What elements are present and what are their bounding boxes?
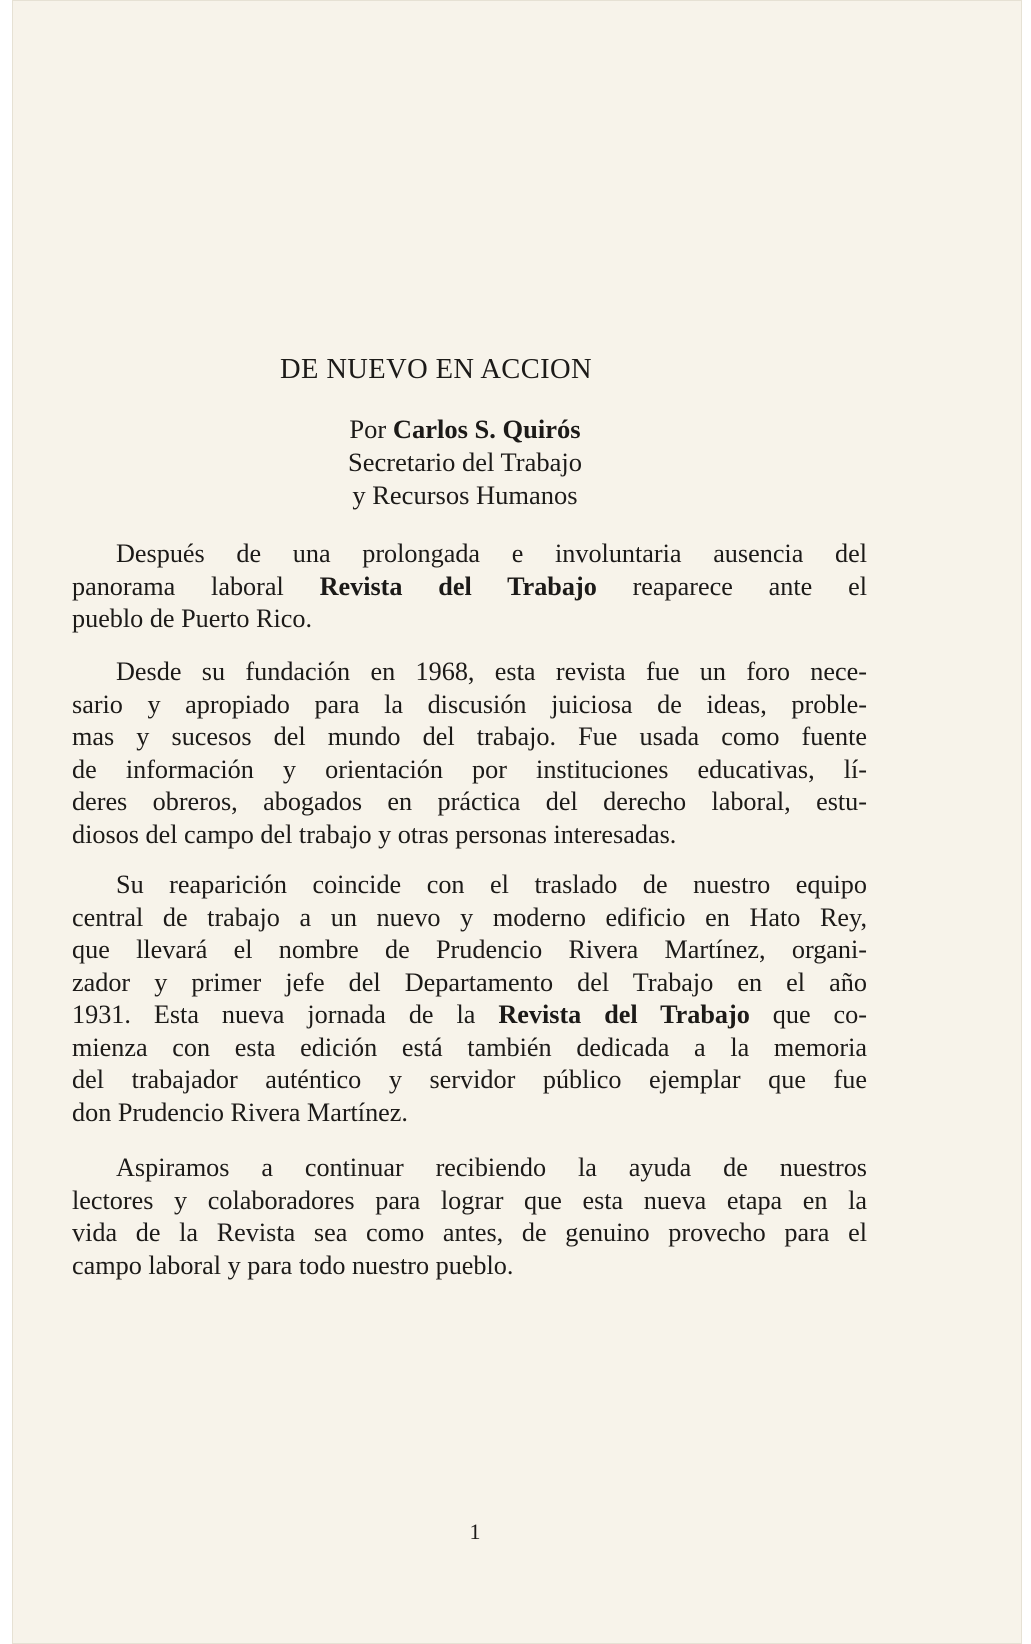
byline-author-line	[0, 413, 930, 446]
paragraph-line: Aspiramos a continuar recibiendo la ayuda de nuestros	[116, 1153, 867, 1182]
paragraph-2	[72, 656, 867, 851]
paragraph-line: zador y primer jefe del Departamento del Trabajo en el año	[72, 967, 867, 997]
byline-prefix: Por	[349, 414, 387, 444]
byline-author: Carlos S. Quirós	[392, 414, 581, 444]
paragraph-line: panorama laboral Revista del Trabajo reaparece ante el	[72, 571, 867, 601]
paragraph-line: vida de la Revista sea como antes, de genuino provecho para el	[72, 1218, 867, 1247]
paragraph-line: deres obreros, abogados en práctica del derecho laboral, estu-	[72, 787, 867, 816]
paragraph-line: central de trabajo a un nuevo y moderno edificio en Hato Rey,	[72, 902, 867, 932]
paragraph-line: Su reaparición coincide con el traslado de nuestro equipo	[116, 870, 867, 899]
paragraph-line: pueblo de Puerto Rico.	[72, 604, 313, 633]
paragraph-line: Desde su fundación en 1968, esta revista fue un foro nece-	[116, 657, 867, 686]
paragraph-1	[72, 538, 867, 636]
journal-name-bold: Revista del Trabajo	[498, 1000, 750, 1029]
byline-role-line-1: Secretario del Trabajo	[347, 447, 583, 477]
paragraph-line: del trabajador auténtico y servidor público ejemplar que fue	[72, 1065, 867, 1094]
paragraph-line: de información y orientación por instituciones educativas, lí-	[72, 754, 867, 784]
paragraph-line: sario y apropiado para la discusión juiciosa de ideas, proble-	[72, 689, 867, 719]
paragraph-line: que llevará el nombre de Prudencio Rivera Martínez, organi-	[72, 935, 867, 964]
paragraph-line: diosos del campo del trabajo y otras personas interesadas.	[72, 819, 677, 849]
paragraph-3	[72, 869, 867, 1129]
paragraph-line: campo laboral y para todo nuestro pueblo.	[72, 1250, 514, 1280]
paragraph-line: Después de una prolongada e involuntaria ausencia del	[116, 539, 867, 568]
paragraph-line: don Prudencio Rivera Martínez.	[72, 1097, 408, 1127]
scan-margin-left	[0, 0, 12, 1644]
paragraph-line: mienza con esta edición está también dedicada a la memoria	[72, 1032, 867, 1062]
byline-role-line-2: y Recursos Humanos	[352, 480, 578, 510]
paragraph-line: lectores y colaboradores para lograr que esta nueva etapa en la	[72, 1185, 867, 1215]
article-title: DE NUEVO EN ACCION	[280, 354, 592, 385]
paragraph-4	[72, 1152, 867, 1282]
page-number: 1	[469, 1519, 481, 1544]
paragraph-line: 1931. Esta nueva jornada de la Revista del Trabajo que co-	[72, 1000, 867, 1029]
paragraph-line: mas y sucesos del mundo del trabajo. Fue usada como fuente	[72, 722, 867, 751]
journal-name-bold: Revista del Trabajo	[319, 571, 597, 601]
scan-margin-right	[1022, 0, 1031, 1644]
